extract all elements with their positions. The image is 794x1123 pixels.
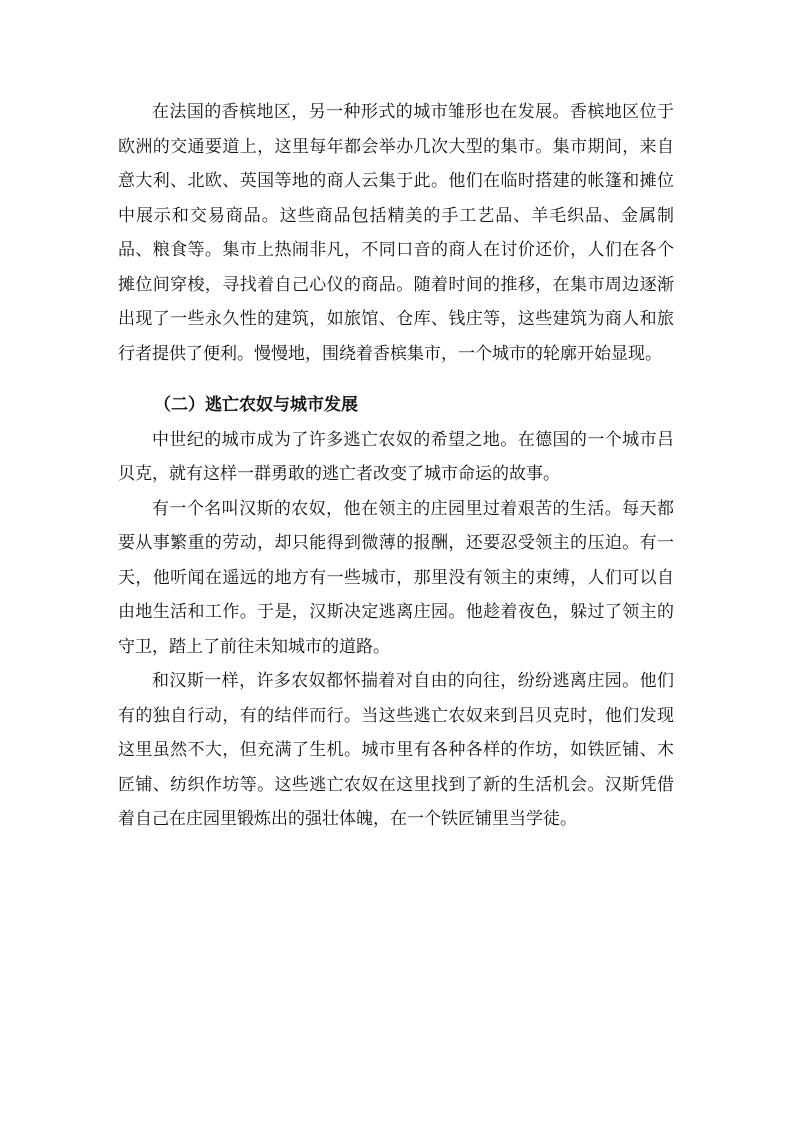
- section-spacer: [118, 371, 674, 388]
- paragraph-hans-story: 有一个名叫汉斯的农奴，他在领主的庄园里过着艰苦的生活。每天都要从事繁重的劳动，却只能得到微薄的报酬，还要忍受领主的压迫。有一天，他听闻在遥远的地方有一些城市，那里没有领主的束缚，人们可以自由地生活和工作。于是，汉斯决定逃离庄园。他趁着夜色，躲过了领主的守卫，踏上了前往未知城市的道路。: [118, 498, 674, 657]
- paragraph-serfs-arrive: 和汉斯一样，许多农奴都怀揣着对自由的向往，纷纷逃离庄园。他们有的独自行动，有的结伴而行。当这些逃亡农奴来到吕贝克时，他们发现这里虽然不大，但充满了生机。城市里有各种各样的作坊，如铁匠铺、木匠铺、纺织作坊等。这些逃亡农奴在这里找到了新的生活机会。汉斯凭借着自己在庄园里锻炼出的强壮体魄，在一个铁匠铺里当学徒。: [118, 671, 674, 829]
- section-heading: （二）逃亡农奴与城市发展: [154, 395, 358, 415]
- paragraph-champagne-fairs: 在法国的香槟地区，另一种形式的城市雏形也在发展。香槟地区位于欧洲的交通要道上，这里每年都会举办几次大型的集市。集市期间，来自意大利、北欧、英国等地的商人云集于此。他们在临时搭建的帐篷和摊位中展示和交易商品。这些商品包括精美的手工艺品、羊毛织品、金属制品、粮食等。集市上热闹非凡，不同口音的商人在讨价还价，人们在各个摊位间穿梭，寻找着自己心仪的商品。随着时间的推移，在集市周边逐渐出现了一些永久性的建筑，如旅馆、仓库、钱庄等，这些建筑为商人和旅行者提供了便利。慢慢地，围绕着香槟集市，一个城市的轮廓开始显现。: [118, 102, 674, 364]
- document-body: [118, 95, 674, 837]
- paragraph-lubeck-intro: 中世纪的城市成为了许多逃亡农奴的希望之地。在德国的一个城市吕贝克，就有这样一群勇敢的逃亡者改变了城市命运的故事。: [118, 429, 674, 484]
